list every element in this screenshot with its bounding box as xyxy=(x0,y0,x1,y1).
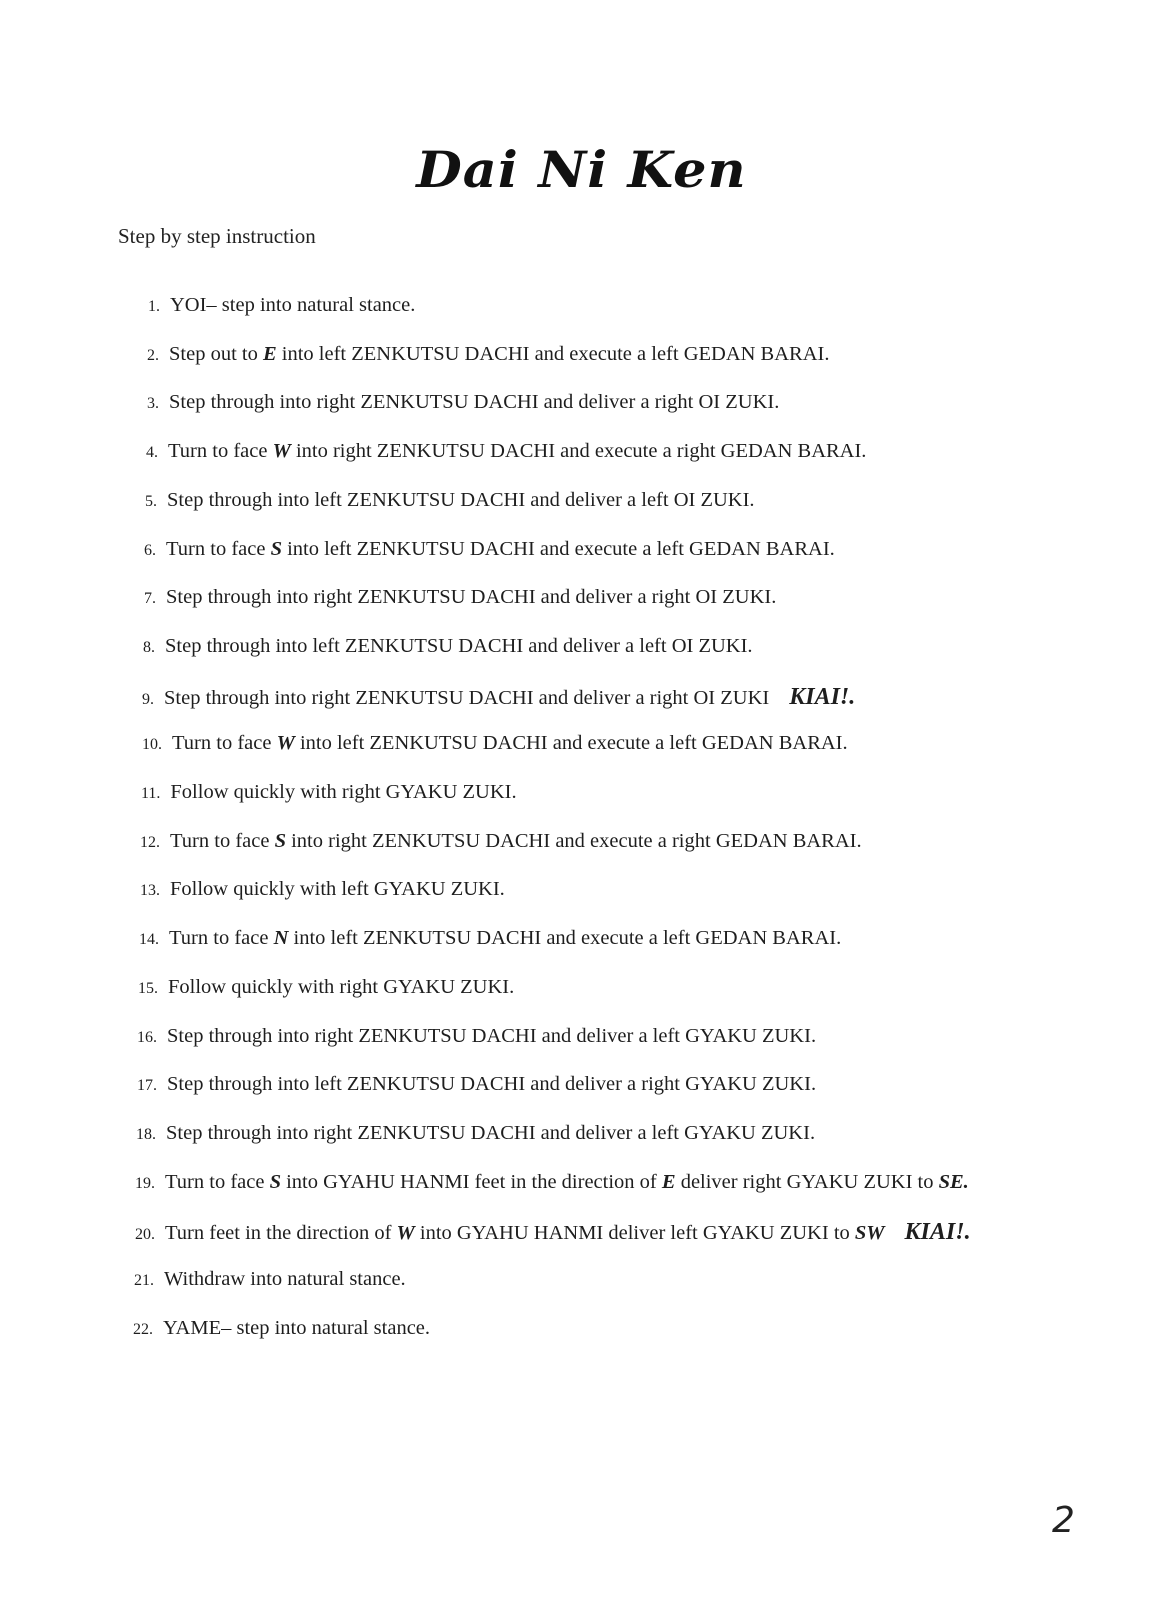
step-text: YAME– step into natural stance. xyxy=(163,1317,431,1339)
direction-marker: S xyxy=(274,830,286,852)
step-number: 11. xyxy=(141,785,161,802)
step-text: Follow quickly with right GYAKU ZUKI. xyxy=(170,781,517,803)
direction-marker: E xyxy=(262,343,277,365)
direction-marker: W xyxy=(276,732,295,754)
kiai-callout: KIAI!. xyxy=(789,684,856,710)
step-number: 10. xyxy=(142,736,162,753)
step-item xyxy=(137,1025,816,1048)
step-text: Step through into left ZENKUTSU DACHI and deliver a left OI ZUKI. xyxy=(165,635,753,657)
step-item xyxy=(136,1122,815,1145)
step-text: Turn to face xyxy=(169,927,274,949)
direction-marker: S xyxy=(269,1171,281,1193)
step-item xyxy=(141,781,517,804)
step-item xyxy=(142,732,848,755)
document-title: Dai Ni Ken xyxy=(416,140,747,199)
step-text: into left ZENKUTSU DACHI and execute a left GEDAN BARAI. xyxy=(281,538,835,560)
step-text: into right ZENKUTSU DACHI and execute a right GEDAN BARAI. xyxy=(285,830,862,852)
step-number: 22. xyxy=(133,1321,153,1338)
step-text: into GYAHU HANMI deliver left GYAKU ZUKI to xyxy=(414,1222,855,1244)
step-item xyxy=(139,927,841,950)
step-number: 14. xyxy=(139,931,159,948)
direction-marker: SW xyxy=(854,1222,885,1244)
direction-marker: W xyxy=(396,1222,415,1244)
step-text: Step through into left ZENKUTSU DACHI and deliver a right GYAKU ZUKI. xyxy=(167,1073,817,1095)
step-item xyxy=(135,1171,969,1194)
step-item xyxy=(145,489,755,512)
step-item xyxy=(135,1219,971,1246)
step-number: 16. xyxy=(137,1029,157,1046)
step-text: Turn to face xyxy=(166,538,271,560)
step-number: 13. xyxy=(140,882,160,899)
step-text: Withdraw into natural stance. xyxy=(164,1268,406,1290)
step-text: into left ZENKUTSU DACHI and execute a left GEDAN BARAI. xyxy=(288,927,842,949)
direction-marker: E xyxy=(661,1171,676,1193)
step-item xyxy=(142,684,855,711)
step-item xyxy=(140,878,505,901)
step-text: into left ZENKUTSU DACHI and execute a left GEDAN BARAI. xyxy=(276,343,830,365)
step-text: Turn to face xyxy=(165,1171,270,1193)
step-text: into right ZENKUTSU DACHI and execute a right GEDAN BARAI. xyxy=(290,440,867,462)
step-text: Step through into right ZENKUTSU DACHI and deliver a right OI ZUKI. xyxy=(166,586,777,608)
step-text: into GYAHU HANMI feet in the direction of xyxy=(280,1171,662,1193)
kiai-callout: KIAI!. xyxy=(904,1219,971,1245)
step-item xyxy=(138,976,514,999)
step-item xyxy=(133,1317,430,1340)
step-number: 12. xyxy=(140,834,160,851)
step-text: Step through into right ZENKUTSU DACHI and deliver a left GYAKU ZUKI. xyxy=(167,1025,817,1047)
page-number: 2 xyxy=(1052,1500,1075,1541)
direction-marker: N xyxy=(273,927,289,949)
step-number: 5. xyxy=(145,493,157,510)
direction-marker: S xyxy=(270,538,282,560)
step-item xyxy=(140,830,862,853)
step-number: 4. xyxy=(146,444,158,461)
step-text: Turn to face xyxy=(170,830,275,852)
step-text: Turn to face xyxy=(172,732,277,754)
step-text: Step out to xyxy=(169,343,263,365)
step-number: 19. xyxy=(135,1175,155,1192)
step-number: 21. xyxy=(134,1272,154,1289)
step-text: Step through into right ZENKUTSU DACHI and deliver a left GYAKU ZUKI. xyxy=(166,1122,816,1144)
step-number: 9. xyxy=(142,691,154,708)
step-number: 15. xyxy=(138,980,158,997)
step-text: Follow quickly with right GYAKU ZUKI. xyxy=(168,976,515,998)
step-text: Turn to face xyxy=(168,440,273,462)
step-number: 7. xyxy=(144,590,156,607)
step-text: Step through into right ZENKUTSU DACHI and deliver a right OI ZUKI xyxy=(164,687,770,709)
step-item xyxy=(134,1268,406,1291)
direction-marker: SE. xyxy=(938,1171,969,1193)
step-number: 3. xyxy=(147,395,159,412)
step-text: deliver right GYAKU ZUKI to xyxy=(675,1171,939,1193)
step-number: 20. xyxy=(135,1226,155,1243)
step-text: Step through into right ZENKUTSU DACHI and deliver a right OI ZUKI. xyxy=(169,391,780,413)
step-item xyxy=(147,343,829,366)
step-number: 8. xyxy=(143,639,155,656)
step-text: Step through into left ZENKUTSU DACHI and deliver a left OI ZUKI. xyxy=(167,489,755,511)
step-number: 18. xyxy=(136,1126,156,1143)
step-item xyxy=(148,294,415,317)
step-item xyxy=(144,586,776,609)
step-number: 17. xyxy=(137,1077,157,1094)
step-text: into left ZENKUTSU DACHI and execute a left GEDAN BARAI. xyxy=(294,732,848,754)
step-number: 2. xyxy=(147,347,159,364)
step-item xyxy=(146,440,866,463)
step-item xyxy=(143,635,753,658)
step-text: YOI– step into natural stance. xyxy=(170,294,416,316)
document-subtitle: Step by step instruction xyxy=(118,224,316,248)
step-text: Turn feet in the direction of xyxy=(165,1222,397,1244)
step-item xyxy=(137,1073,816,1096)
direction-marker: W xyxy=(272,440,291,462)
step-item xyxy=(144,538,835,561)
step-number: 1. xyxy=(148,298,160,315)
step-text: Follow quickly with left GYAKU ZUKI. xyxy=(170,878,505,900)
step-number: 6. xyxy=(144,542,156,559)
step-item xyxy=(147,391,779,414)
